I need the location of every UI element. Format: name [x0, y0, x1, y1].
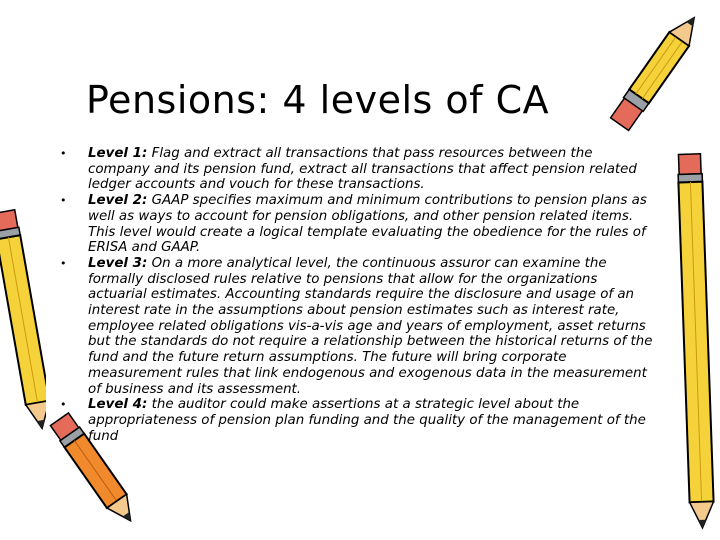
- bullet-text: Flag and extract all transactions that pass resources between the company and its pension fund, extract all transactions that affect pension related ledger accounts and vouch for these transactions.: [88, 146, 637, 193]
- bullet-item-level-3: [58, 256, 658, 397]
- bullet-marker: •: [60, 398, 67, 412]
- bullet-level-label: Level 3:: [88, 255, 148, 271]
- pencil-icon: [40, 400, 150, 540]
- bullet-level-label: Level 2:: [88, 193, 148, 209]
- bullet-marker: •: [60, 147, 67, 160]
- bullet-text: the auditor could make assertions at a strategic level about the appropriateness of pension plan funding and the quality of the management of the fund: [88, 397, 646, 444]
- pencil-icon: [672, 150, 720, 535]
- bullet-item-level-2: [58, 193, 658, 256]
- slide-title: Pensions: 4 levels of CA: [86, 78, 550, 122]
- bullet-level-label: Level 4:: [88, 397, 148, 413]
- bullet-marker: •: [60, 256, 67, 270]
- pencil-icon: [588, 0, 720, 150]
- bullet-text: GAAP specifies maximum and minimum contributions to pension plans as well as ways to account for pension obligations, and other pension related items. This level would create a logical template evaluating the obedience for the rules of ERISA and GAAP.: [88, 193, 647, 256]
- bullet-marker: •: [60, 194, 67, 208]
- bullet-level-label: Level 1:: [88, 146, 148, 161]
- bullet-item-level-1: [58, 146, 658, 193]
- bullet-text: On a more analytical level, the continuous assuror can examine the formally disclosed rules relative to pensions that allow for the organizations actuarial estimates. Accounting standards require the disclosure and usage of an interest rate in the assumptions about pension estimates such as interest rate, employee related obligations vis-a-vis age and years of employment, asset returns but the standards do not require a relationship between the historical returns of the fund and the future return assumptions. The future will bring corporate measurement rules that link endogenous and exogenous data in the measurement of business and its assessment.: [88, 255, 653, 397]
